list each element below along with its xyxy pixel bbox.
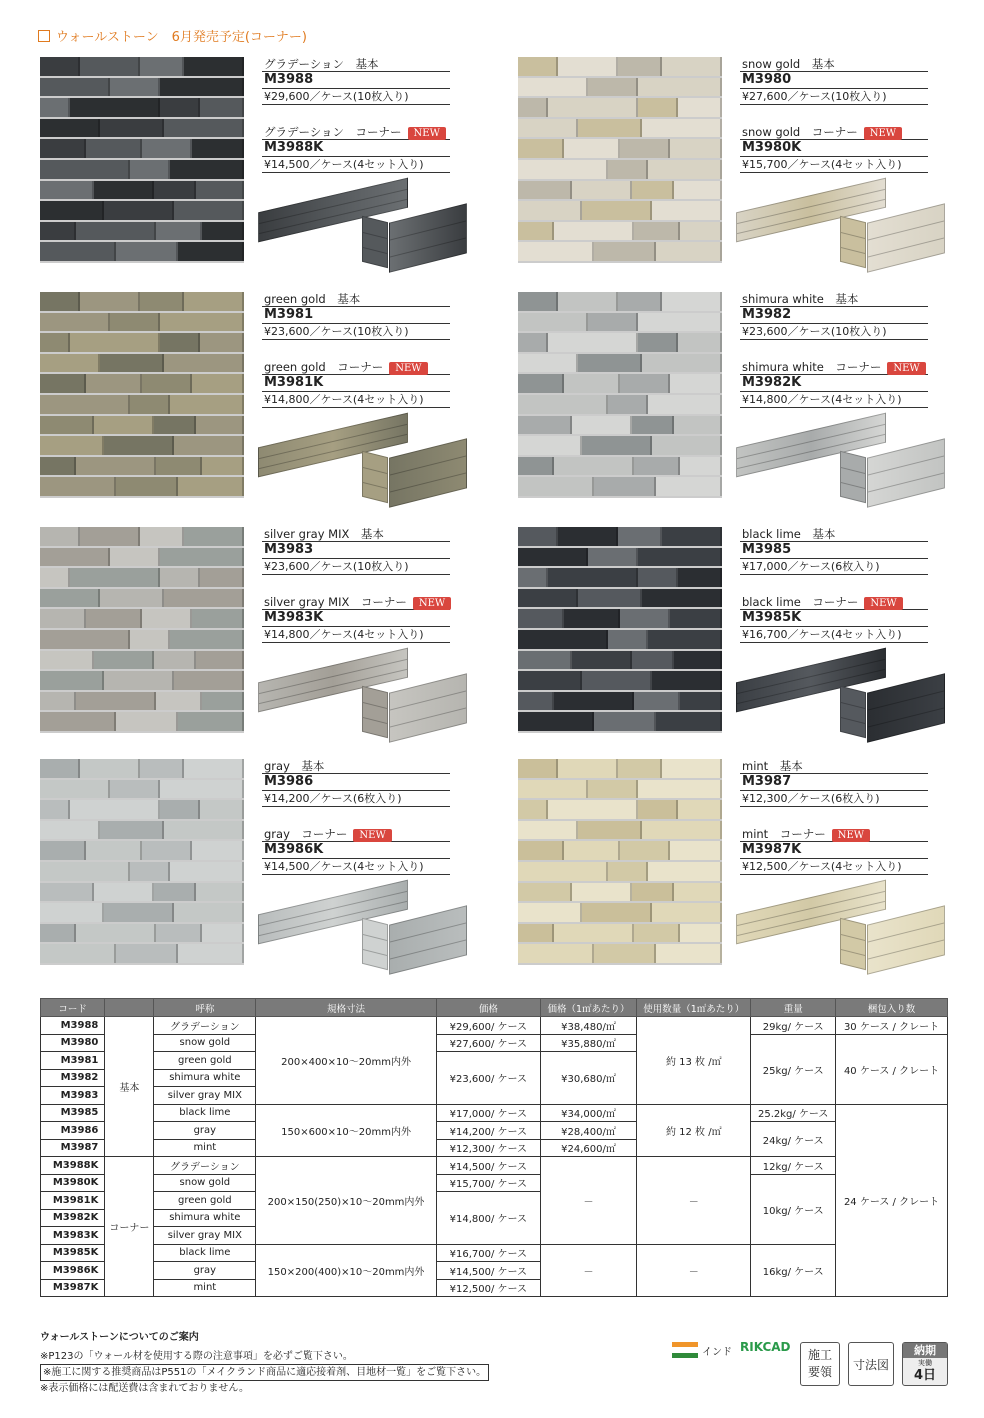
header-price: 価格	[436, 999, 540, 1017]
product-card	[518, 759, 958, 965]
table-cell: 150×200(400)×10～20mm内外	[256, 1244, 437, 1297]
table-cell: ¥14,200/ ケース	[436, 1122, 540, 1140]
spec-table-header	[41, 999, 948, 1017]
code-cell: M3982K	[41, 1209, 105, 1227]
corner-code: M3982K	[740, 375, 928, 392]
corner-name-row	[740, 125, 928, 140]
name-cell: mint	[154, 1279, 256, 1297]
table-cell: 基本	[105, 1017, 154, 1157]
table-cell: 24kg/ ケース	[751, 1122, 836, 1157]
table-cell: 約 13 枚 /㎡	[637, 1017, 751, 1105]
table-cell: 150×600×10～20mm内外	[256, 1104, 437, 1157]
product-info	[740, 57, 928, 173]
construction-guide-button[interactable]	[800, 1342, 840, 1386]
name-cell: グラデーション	[154, 1157, 256, 1175]
corner-code: M3981K	[262, 375, 450, 392]
corner-product-render	[736, 410, 956, 500]
new-badge: NEW	[353, 829, 391, 842]
corner-piece-render	[867, 673, 945, 742]
product-card	[40, 527, 480, 733]
corner-code: M3983K	[262, 610, 450, 627]
code-cell: M3985K	[41, 1244, 105, 1262]
corner-piece-render	[389, 203, 467, 272]
header-code: コード	[41, 999, 105, 1017]
product-info	[262, 57, 450, 173]
name-cell: shimura white	[154, 1209, 256, 1227]
table-cell: 約 12 枚 /㎡	[637, 1104, 751, 1157]
stone-photo	[40, 57, 244, 263]
table-cell: ¥15,700/ ケース	[436, 1174, 540, 1192]
code-cell: M3986K	[41, 1262, 105, 1280]
corner-name: silver gray MIX コーナー	[264, 595, 407, 609]
new-badge: NEW	[864, 597, 902, 610]
checkbox-icon	[38, 30, 50, 42]
basic-name: black lime 基本	[740, 527, 928, 542]
corner-name-row	[262, 360, 450, 375]
table-cell: ¥23,600/ ケース	[436, 1052, 540, 1105]
name-cell: gray	[154, 1122, 256, 1140]
corner-code: M3986K	[262, 842, 450, 859]
name-cell: snow gold	[154, 1034, 256, 1052]
name-cell: snow gold	[154, 1174, 256, 1192]
table-cell: ¥12,300/ ケース	[436, 1139, 540, 1157]
table-row	[41, 1157, 948, 1175]
product-info	[740, 292, 928, 408]
basic-price: ¥12,300／ケース(6枚入り)	[740, 791, 928, 807]
basic-name: グラデーション 基本	[262, 57, 450, 72]
corner-piece-render	[389, 438, 467, 507]
page-header	[38, 26, 307, 45]
basic-name: silver gray MIX 基本	[262, 527, 450, 542]
product-info	[740, 759, 928, 875]
corner-piece-render	[840, 686, 866, 738]
name-cell: black lime	[154, 1104, 256, 1122]
basic-price: ¥17,000／ケース(6枚入り)	[740, 559, 928, 575]
table-cell: コーナー	[105, 1157, 154, 1297]
table-cell: 29kg/ ケース	[751, 1017, 836, 1035]
code-cell: M3981K	[41, 1192, 105, 1210]
basic-code: M3983	[262, 542, 450, 559]
table-row	[41, 1034, 948, 1052]
table-cell: ¥29,600/ ケース	[436, 1017, 540, 1035]
corner-name: mint コーナー	[742, 827, 826, 841]
name-cell: グラデーション	[154, 1017, 256, 1035]
corner-product-render	[258, 410, 478, 500]
header-usage: 使用数量（1㎡あたり）	[637, 999, 751, 1017]
corner-name: snow gold コーナー	[742, 125, 858, 139]
corner-name-row	[262, 125, 450, 140]
table-row	[41, 1104, 948, 1122]
corner-piece-render	[362, 918, 388, 970]
name-cell: green gold	[154, 1192, 256, 1210]
new-badge: NEW	[408, 127, 446, 140]
table-cell: －	[540, 1244, 636, 1297]
code-cell: M3980	[41, 1034, 105, 1052]
code-cell: M3983	[41, 1087, 105, 1105]
name-cell: gray	[154, 1262, 256, 1280]
code-cell: M3981	[41, 1052, 105, 1070]
name-cell: silver gray MIX	[154, 1087, 256, 1105]
table-cell: 12kg/ ケース	[751, 1157, 836, 1175]
basic-code: M3980	[740, 72, 928, 89]
corner-price: ¥12,500／ケース(4セット入り)	[740, 859, 928, 875]
header-unit-price: 価格（1㎡あたり）	[540, 999, 636, 1017]
table-row	[41, 1017, 948, 1035]
stone-photo	[40, 759, 244, 965]
corner-name: グラデーション コーナー	[264, 125, 402, 139]
code-cell: M3983K	[41, 1227, 105, 1245]
table-cell: 200×150(250)×10～20mm内外	[256, 1157, 437, 1245]
table-cell: ¥28,400/㎡	[540, 1122, 636, 1140]
product-card	[518, 292, 958, 498]
lead-time-badge	[902, 1342, 948, 1386]
name-cell: silver gray MIX	[154, 1227, 256, 1245]
corner-price: ¥14,800／ケース(4セット入り)	[740, 392, 928, 408]
note-line: ※施工に関する推奨商品はP551の「メイクランド商品に適応接着剤、目地材一覧」をご覧下さい。	[40, 1364, 489, 1381]
corner-code: M3980K	[740, 140, 928, 157]
note-line: ※P123の「ウォール材を使用する際の注意事項」を必ずご覧下さい。	[40, 1351, 353, 1362]
code-cell: M3988	[41, 1017, 105, 1035]
basic-price: ¥27,600／ケース(10枚入り)	[740, 89, 928, 105]
table-row	[41, 1174, 948, 1192]
corner-piece-render	[389, 673, 467, 742]
corner-piece-render	[362, 686, 388, 738]
table-cell: 25.2kg/ ケース	[751, 1104, 836, 1122]
header-name: 呼称	[154, 999, 256, 1017]
table-cell: ¥35,880/㎡	[540, 1034, 636, 1052]
basic-name: green gold 基本	[262, 292, 450, 307]
corner-piece-render	[840, 918, 866, 970]
note-line: ※表示価格には配送費は含まれておりません。	[40, 1383, 249, 1394]
basic-price: ¥14,200／ケース(6枚入り)	[262, 791, 450, 807]
basic-code: M3986	[262, 774, 450, 791]
lead-time-sub: 実働	[918, 1359, 932, 1367]
header-dims: 規格寸法	[256, 999, 437, 1017]
corner-price: ¥14,500／ケース(4セット入り)	[262, 859, 450, 875]
table-cell: 16kg/ ケース	[751, 1244, 836, 1297]
table-cell: 40 ケース / クレート	[836, 1034, 948, 1104]
stone-photo	[40, 527, 244, 733]
india-flag-icon	[672, 1342, 698, 1358]
product-card	[518, 527, 958, 733]
basic-name: snow gold 基本	[740, 57, 928, 72]
corner-name-row	[740, 360, 928, 375]
code-cell: M3986	[41, 1122, 105, 1140]
code-cell: M3988K	[41, 1157, 105, 1175]
dimension-drawing-label: 寸法図	[852, 1357, 889, 1372]
corner-code: M3987K	[740, 842, 928, 859]
table-cell: 24 ケース / クレート	[836, 1104, 948, 1297]
table-cell: ¥38,480/㎡	[540, 1017, 636, 1035]
notes-title: ウォールストーンについてのご案内	[40, 1332, 199, 1343]
corner-product-render	[258, 877, 478, 967]
stone-photo	[518, 292, 722, 498]
name-cell: shimura white	[154, 1069, 256, 1087]
new-badge: NEW	[413, 597, 451, 610]
new-badge: NEW	[864, 127, 902, 140]
table-cell: ¥17,000/ ケース	[436, 1104, 540, 1122]
basic-price: ¥23,600／ケース(10枚入り)	[262, 324, 450, 340]
corner-piece-render	[840, 451, 866, 503]
lead-time-title: 納期	[903, 1343, 947, 1358]
table-cell: －	[540, 1157, 636, 1245]
corner-piece-render	[840, 216, 866, 268]
basic-price: ¥23,600／ケース(10枚入り)	[740, 324, 928, 340]
basic-price: ¥23,600／ケース(10枚入り)	[262, 559, 450, 575]
code-cell: M3985	[41, 1104, 105, 1122]
corner-name-row	[740, 827, 928, 842]
stone-photo	[518, 527, 722, 733]
corner-name-row	[740, 595, 928, 610]
product-card	[518, 57, 958, 263]
header-pack: 梱包入り数	[836, 999, 948, 1017]
code-cell: M3987	[41, 1139, 105, 1157]
basic-code: M3981	[262, 307, 450, 324]
basic-name: mint 基本	[740, 759, 928, 774]
page-title: ウォールストーン 6月発売予定(コーナー)	[56, 30, 307, 45]
corner-name: gray コーナー	[264, 827, 348, 841]
table-cell: －	[637, 1157, 751, 1245]
product-info	[262, 292, 450, 408]
basic-code: M3982	[740, 307, 928, 324]
basic-name: shimura white 基本	[740, 292, 928, 307]
corner-price: ¥14,500／ケース(4セット入り)	[262, 157, 450, 173]
corner-product-render	[736, 645, 956, 735]
table-cell: －	[637, 1244, 751, 1297]
corner-name-row	[262, 827, 450, 842]
corner-piece-render	[867, 905, 945, 974]
corner-piece-render	[867, 203, 945, 272]
table-cell: ¥16,700/ ケース	[436, 1244, 540, 1262]
name-cell: mint	[154, 1139, 256, 1157]
new-badge: NEW	[832, 829, 870, 842]
corner-price: ¥16,700／ケース(4セット入り)	[740, 627, 928, 643]
table-cell: ¥14,500/ ケース	[436, 1262, 540, 1280]
table-cell: 200×400×10～20mm内外	[256, 1017, 437, 1105]
corner-product-render	[258, 175, 478, 265]
spec-table	[40, 998, 948, 1297]
table-cell: ¥34,000/㎡	[540, 1104, 636, 1122]
stone-photo	[518, 57, 722, 263]
corner-piece-render	[389, 905, 467, 974]
product-info	[740, 527, 928, 643]
lead-time-days: 4日	[913, 1368, 937, 1383]
corner-price: ¥15,700／ケース(4セット入り)	[740, 157, 928, 173]
stone-photo	[518, 759, 722, 965]
corner-name: black lime コーナー	[742, 595, 859, 609]
stone-photo	[40, 292, 244, 498]
notes	[40, 1330, 489, 1396]
basic-code: M3988	[262, 72, 450, 89]
table-cell: ¥27,600/ ケース	[436, 1034, 540, 1052]
corner-name: green gold コーナー	[264, 360, 384, 374]
new-badge: NEW	[389, 362, 427, 375]
product-info	[262, 527, 450, 643]
corner-piece-render	[867, 438, 945, 507]
footer	[672, 1340, 952, 1390]
basic-name: gray 基本	[262, 759, 450, 774]
code-cell: M3987K	[41, 1279, 105, 1297]
corner-piece-render	[362, 451, 388, 503]
corner-piece-render	[362, 216, 388, 268]
table-cell: 30 ケース / クレート	[836, 1017, 948, 1035]
product-card	[40, 759, 480, 965]
origin-label: インド	[702, 1347, 732, 1358]
corner-name: shimura white コーナー	[742, 360, 882, 374]
code-cell: M3982	[41, 1069, 105, 1087]
basic-code: M3987	[740, 774, 928, 791]
table-cell: ¥14,800/ ケース	[436, 1192, 540, 1245]
table-cell: ¥12,500/ ケース	[436, 1279, 540, 1297]
table-cell: ¥30,680/㎡	[540, 1052, 636, 1105]
code-cell: M3980K	[41, 1174, 105, 1192]
corner-code: M3985K	[740, 610, 928, 627]
name-cell: green gold	[154, 1052, 256, 1070]
corner-price: ¥14,800／ケース(4セット入り)	[262, 627, 450, 643]
product-info	[262, 759, 450, 875]
product-card	[40, 292, 480, 498]
corner-product-render	[258, 645, 478, 735]
table-cell: 10kg/ ケース	[751, 1174, 836, 1244]
name-cell: black lime	[154, 1244, 256, 1262]
rikcad-label: RIKCAD	[740, 1340, 791, 1354]
corner-price: ¥14,800／ケース(4セット入り)	[262, 392, 450, 408]
new-badge: NEW	[887, 362, 925, 375]
table-cell: 25kg/ ケース	[751, 1034, 836, 1104]
product-card	[40, 57, 480, 263]
corner-name-row	[262, 595, 450, 610]
corner-product-render	[736, 175, 956, 265]
corner-product-render	[736, 877, 956, 967]
header-weight: 重量	[751, 999, 836, 1017]
basic-code: M3985	[740, 542, 928, 559]
table-row	[41, 1244, 948, 1262]
dimension-drawing-button[interactable]	[848, 1342, 894, 1386]
table-row	[41, 1122, 948, 1140]
corner-code: M3988K	[262, 140, 450, 157]
table-cell: ¥24,600/㎡	[540, 1139, 636, 1157]
basic-price: ¥29,600／ケース(10枚入り)	[262, 89, 450, 105]
construction-guide-label: 施工 要領	[807, 1348, 832, 1379]
table-cell: ¥14,500/ ケース	[436, 1157, 540, 1175]
